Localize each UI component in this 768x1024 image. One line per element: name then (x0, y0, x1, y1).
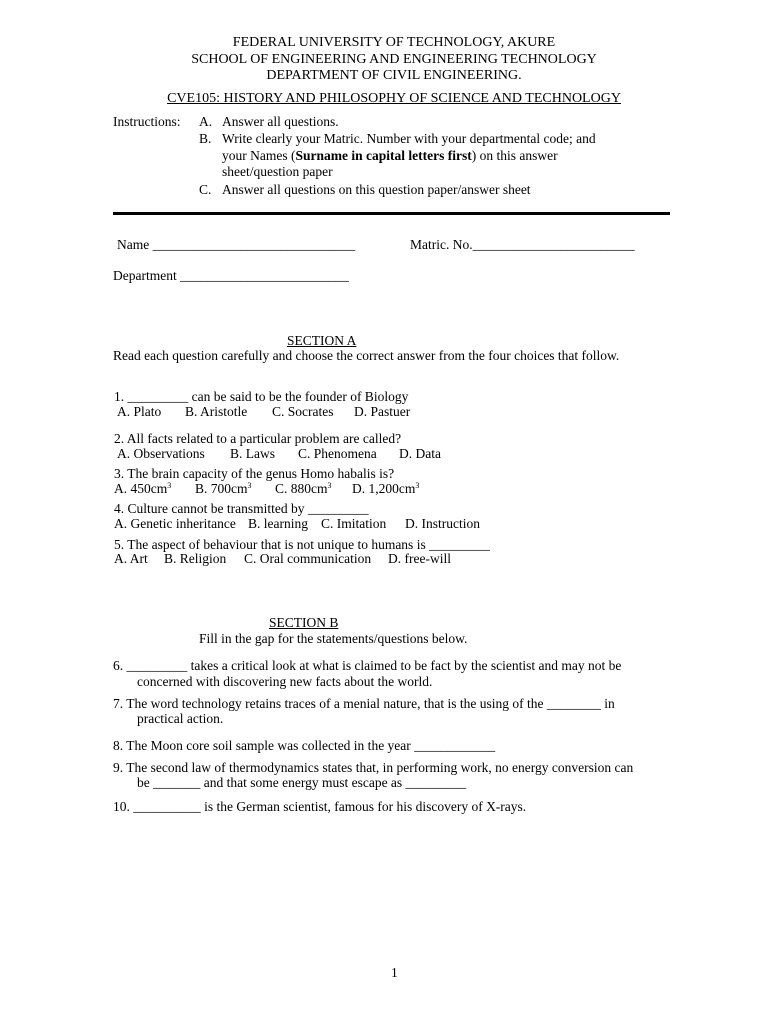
university-name: FEDERAL UNIVERSITY OF TECHNOLOGY, AKURE (232, 35, 556, 50)
question-7-line2: practical action. (137, 711, 224, 726)
section-a-title: SECTION A (287, 333, 357, 348)
question-4: 4. Culture cannot be transmitted by _________ (114, 501, 369, 516)
matric-number-field[interactable]: Matric. No.________________________ (410, 237, 635, 252)
question-7-line1: 7. The word technology retains traces of a menial nature, that is the using of the ________ in (113, 696, 615, 711)
question-8: 8. The Moon core soil sample was collected in the year ____________ (113, 738, 496, 753)
question-9-line2: be _______ and that some energy must escape as _________ (137, 775, 467, 790)
course-title: CVE105: HISTORY AND PHILOSOPHY OF SCIENCE AND TECHNOLOGY (167, 91, 621, 106)
section-b-title: SECTION B (269, 615, 339, 630)
question-4-option-d: D. Instruction (405, 516, 480, 531)
question-5-option-b: B. Religion (164, 551, 227, 566)
instruction-c-letter: C. (199, 182, 212, 197)
question-3-option-a: A. $450cm^3$ (114, 481, 172, 496)
question-10: 10. __________ is the German scientist, famous for his discovery of X-rays. (113, 799, 527, 814)
question-1-option-b: B. Aristotle (185, 404, 248, 419)
question-5-option-c: C. Oral communication (244, 551, 372, 566)
instructions-label: Instructions: (113, 114, 181, 129)
question-4-option-a: A. Genetic inheritance (114, 516, 236, 531)
department-name: DEPARTMENT OF CIVIL ENGINEERING. (266, 68, 522, 83)
question-2-option-c: C. Phenomena (298, 446, 377, 461)
header-divider (113, 212, 670, 215)
question-5-option-a: A. Art (114, 551, 148, 566)
section-a-intro: Read each question carefully and choose the correct answer from the four choices that follow. (113, 348, 620, 363)
department-field[interactable]: Department _________________________ (113, 268, 349, 283)
instruction-b-line3: sheet/question paper (222, 164, 333, 179)
question-3: 3. The brain capacity of the genus Homo habalis is? (114, 466, 395, 481)
school-name: SCHOOL OF ENGINEERING AND ENGINEERING TECHNOLOGY (191, 52, 597, 67)
instruction-c-text: Answer all questions on this question paper/answer sheet (222, 182, 531, 197)
question-6-line2: concerned with discovering new facts about the world. (137, 674, 433, 689)
instruction-b-letter: B. (199, 131, 212, 146)
question-3-option-b: B. $700cm^3$ (195, 481, 252, 496)
name-field[interactable]: Name ______________________________ (117, 237, 356, 252)
question-1: 1. _________ can be said to be the founder of Biology (114, 389, 409, 404)
question-9-line1: 9. The second law of thermodynamics states that, in performing work, no energy conversion can (113, 760, 634, 775)
question-2-option-b: B. Laws (230, 446, 275, 461)
question-2-option-d: D. Data (399, 446, 441, 461)
instruction-b-line1: Write clearly your Matric. Number with your departmental code; and (222, 131, 596, 146)
question-1-option-d: D. Pastuer (354, 404, 411, 419)
question-1-option-c: C. Socrates (272, 404, 334, 419)
question-4-option-b: B. learning (248, 516, 308, 531)
page-number: 1 (391, 965, 398, 980)
question-1-option-a: A. Plato (117, 404, 162, 419)
instruction-b-bold: Surname in capital letters first (295, 148, 472, 163)
instruction-a-text: Answer all questions. (222, 114, 339, 129)
instruction-a-letter: A. (199, 114, 213, 129)
question-4-option-c: C. Imitation (321, 516, 387, 531)
question-2: 2. All facts related to a particular problem are called? (114, 431, 402, 446)
instruction-b-line2: your Names (Surname in capital letters first) on this answer (222, 148, 558, 163)
question-3-option-c: C. $880cm^3$ (275, 481, 332, 496)
question-6-line1: 6. _________ takes a critical look at what is claimed to be fact by the scientist and may not be (113, 658, 622, 673)
question-5-option-d: D. free-will (388, 551, 451, 566)
section-b-intro: Fill in the gap for the statements/questions below. (199, 631, 468, 646)
question-5: 5. The aspect of behaviour that is not unique to humans is _________ (114, 537, 490, 552)
question-3-option-d: D. $1,200cm^3$ (352, 481, 420, 496)
question-2-option-a: A. Observations (117, 446, 205, 461)
